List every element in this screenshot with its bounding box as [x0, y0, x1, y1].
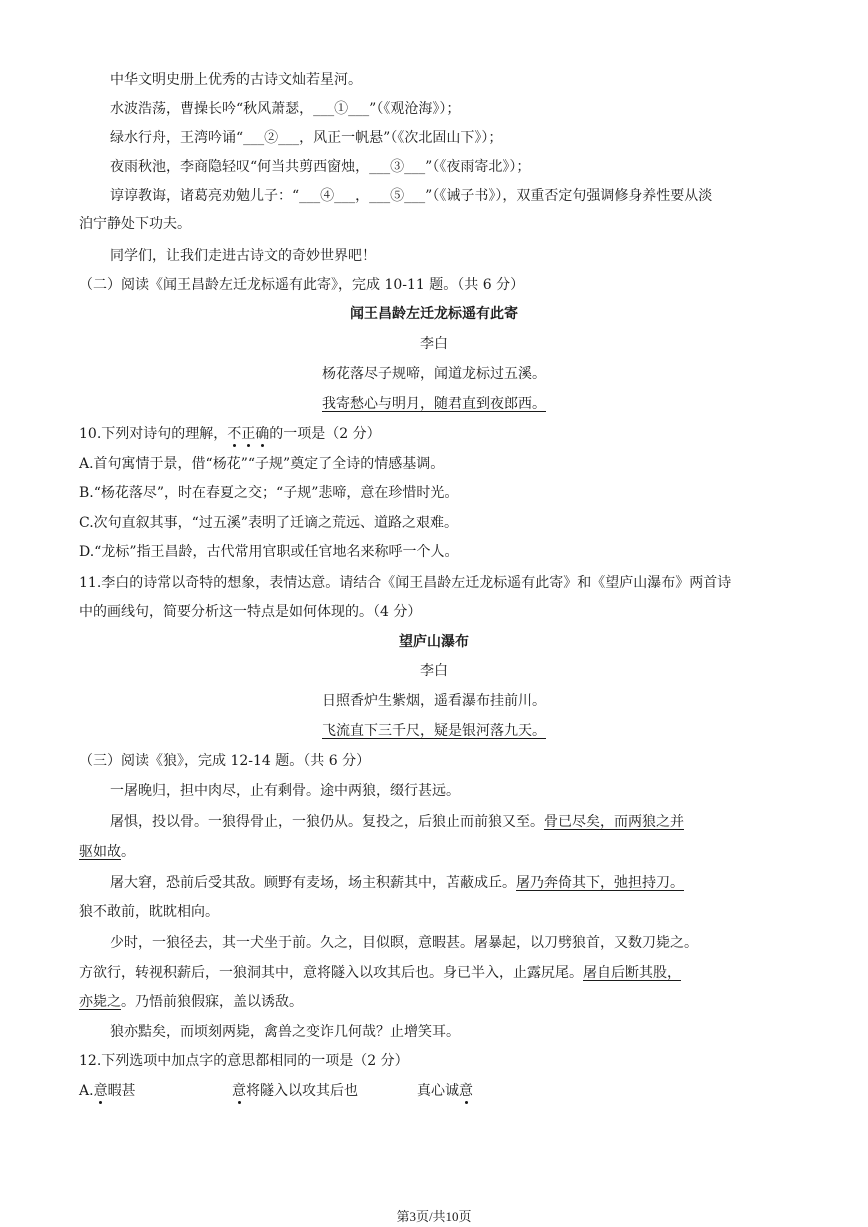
poem2-underlined-line: 飞流直下三千尺，疑是银河落九天。	[322, 723, 546, 739]
wolf-paragraph-4: 少时，一狼径去，其一犬坐于前。久之，目似瞑，意暇甚。屠暴起，以刀劈狼首，又数刀毙之。	[110, 935, 698, 951]
q12-option-a-phrase-2	[232, 1082, 358, 1100]
intro-line-3: 绿水行舟，王湾吟诵“___②___，风正一帆悬”（《次北固山下》）；	[110, 130, 503, 146]
wolf-text: 。乃悟前狼假寐，盖以诱敌。	[121, 994, 303, 1010]
q12-option-label: A.	[79, 1083, 94, 1099]
poem1-author: 李白	[420, 336, 448, 352]
poem2-line-1: 日照香炉生紫烟，遥看瀑布挂前川。	[322, 693, 546, 709]
q12-dotted-char: 意	[232, 1083, 246, 1099]
wolf-text: 。	[121, 844, 135, 860]
q10-dotted-char: 不	[227, 426, 242, 442]
q10-dotted-char: 正	[241, 426, 256, 442]
q12-phrase: 暇甚	[107, 1083, 136, 1099]
wolf-underlined-text: 屠自后断其股，	[583, 965, 681, 981]
q11-stem-line-1: 11.李白的诗常以奇特的想象，表情达意。请结合《闻王昌龄左迁龙标遥有此寄》和《望庐山瀑布》两首诗	[79, 575, 732, 591]
q12-phrase: 真心诚	[417, 1083, 459, 1099]
intro-line-6: 泊宁静处下功夫。	[79, 216, 191, 232]
wolf-paragraph-1: 一屠晚归，担中肉尽，止有剩骨。途中两狼，缀行甚远。	[110, 783, 460, 799]
q12-dotted-char: 意	[459, 1083, 473, 1099]
wolf-underlined-text: 骨已尽矣，而两狼之并	[544, 814, 684, 830]
wolf-paragraph-4-end	[79, 993, 303, 1011]
q10-option-d: D.“龙标”指王昌龄，古代常用官职或任官地名来称呼一个人。	[79, 544, 459, 560]
q12-option-a	[79, 1082, 136, 1100]
q11-stem-line-2: 中的画线句，简要分析这一特点是如何体现的。（4 分）	[79, 604, 422, 620]
q12-phrase: 将隧入以攻其后也	[246, 1083, 358, 1099]
wolf-paragraph-3	[110, 874, 684, 892]
wolf-text: 屠大窘，恐前后受其敌。顾野有麦场，场主积薪其中，苫蔽成丘。	[110, 875, 516, 891]
q10-stem-post: 的一项是（2 分）	[269, 426, 381, 442]
poem1-line-1: 杨花落尽子规啼，闻道龙标过五溪。	[322, 366, 546, 382]
q10-option-a: A.首句寓情于景，借“杨花”“子规”奠定了全诗的情感基调。	[79, 456, 445, 472]
wolf-underlined-text: 驱如故	[79, 844, 121, 860]
q12-dotted-char: 意	[93, 1083, 108, 1099]
poem1-underlined-line: 我寄愁心与明月，随君直到夜郎西。	[322, 396, 546, 412]
q12-option-a-phrase-3	[417, 1082, 473, 1100]
section2-heading: （二）阅读《闻王昌龄左迁龙标遥有此寄》，完成 10-11 题。（共 6 分）	[79, 277, 525, 293]
poem2-title: 望庐山瀑布	[399, 634, 469, 650]
intro-line-1: 中华文明史册上优秀的古诗文灿若星河。	[110, 72, 362, 88]
intro-line-5: 谆谆教诲，诸葛亮劝勉儿子：“___④___，___⑤___”（《诫子书》），双重否定句强调修身养性要从淡	[110, 188, 713, 204]
wolf-text: 屠惧，投以骨。一狼得骨止，一狼仍从。复投之，后狼止而前狼又至。	[110, 814, 544, 830]
wolf-paragraph-2	[110, 813, 684, 831]
q12-stem: 12.下列选项中加点字的意思都相同的一项是（2 分）	[79, 1053, 409, 1069]
poem1-line-2	[0, 395, 868, 413]
intro-line-7: 同学们，让我们走进古诗文的奇妙世界吧！	[110, 248, 376, 264]
poem2-author: 李白	[420, 663, 448, 679]
wolf-paragraph-4-cont	[79, 964, 681, 982]
wolf-underlined-text: 屠乃奔倚其下，弛担持刀。	[516, 875, 684, 891]
page-number: 第3页/共10页	[396, 1209, 472, 1224]
intro-line-4: 夜雨秋池，李商隐轻叹“何当共剪西窗烛，___③___”（《夜雨寄北》）；	[110, 159, 531, 175]
section3-heading: （三）阅读《狼》，完成 12-14 题。（共 6 分）	[79, 753, 371, 769]
poem2-line-2	[0, 722, 868, 740]
q10-option-b: B.“杨花落尽”，时在春夏之交；“子规”悲啼，意在珍惜时光。	[79, 485, 459, 501]
q10-stem	[79, 425, 381, 443]
wolf-paragraph-2-cont	[79, 843, 135, 861]
wolf-paragraph-3-cont: 狼不敢前，眈眈相向。	[79, 904, 219, 920]
poem1-title: 闻王昌龄左迁龙标遥有此寄	[350, 306, 518, 322]
wolf-underlined-text: 亦毙之	[79, 994, 121, 1010]
q10-stem-pre: 10.下列对诗句的理解，	[79, 426, 228, 442]
q10-dotted-char: 确	[255, 426, 270, 442]
wolf-paragraph-5: 狼亦黠矣，而顷刻两毙，禽兽之变诈几何哉？止增笑耳。	[110, 1024, 460, 1040]
q10-option-c: C.次句直叙其事，“过五溪”表明了迁谪之荒远、道路之艰难。	[79, 515, 458, 531]
intro-line-2: 水波浩荡，曹操长吟“秋风萧瑟，___①___”（《观沧海》）；	[110, 101, 461, 117]
wolf-text: 方欲行，转视积薪后，一狼洞其中，意将隧入以攻其后也。身已半入，止露尻尾。	[79, 965, 583, 981]
